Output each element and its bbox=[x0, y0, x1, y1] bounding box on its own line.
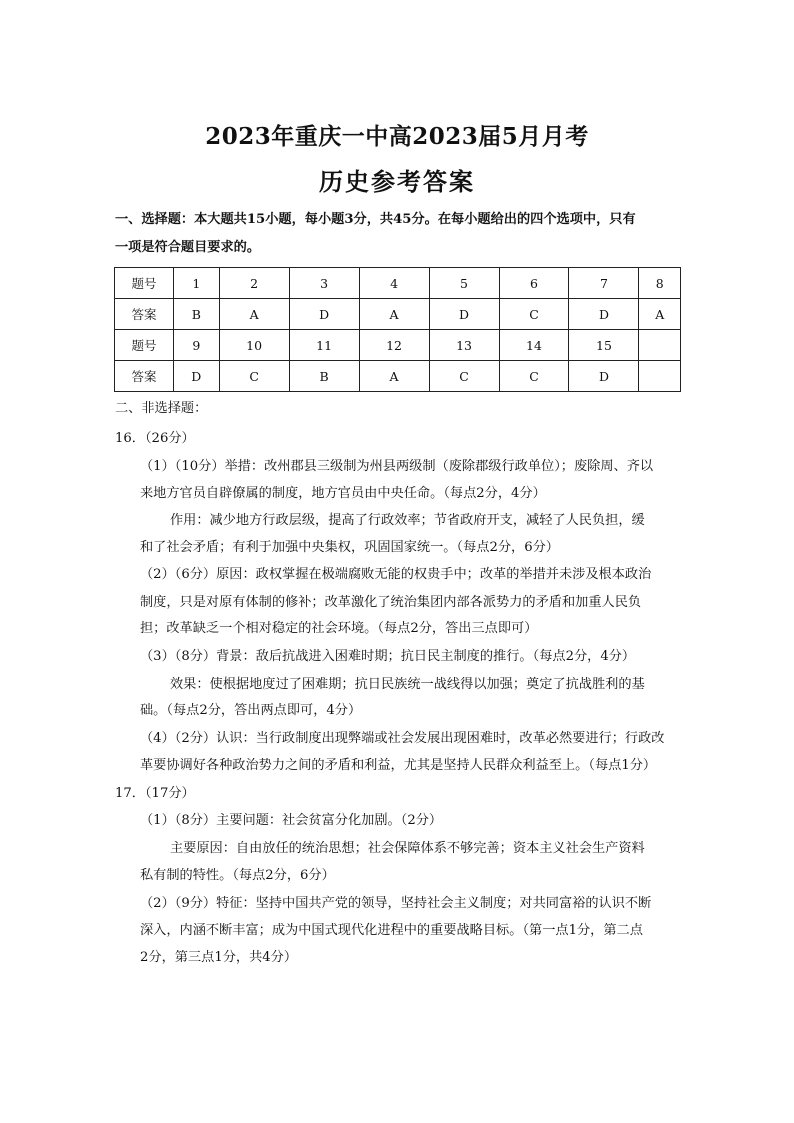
table-cell: C bbox=[499, 361, 569, 392]
q16-line: （1）（10分）举措：改州郡县三级制为州县两级制（废除郡级行政单位）；废除周、齐以 bbox=[140, 459, 654, 474]
q17-line: （1）（8分）主要问题：社会贫富分化加剧。（2分） bbox=[140, 813, 443, 828]
table-cell: 4 bbox=[359, 268, 429, 299]
table-cell: 10 bbox=[219, 330, 289, 361]
table-cell: D bbox=[289, 299, 359, 330]
table-cell bbox=[639, 330, 681, 361]
table-cell: C bbox=[499, 299, 569, 330]
table-cell: 3 bbox=[289, 268, 359, 299]
q17-line: 深入，内涵不断丰富；成为中国式现代化进程中的重要战略目标。（第一点1分，第二点 bbox=[140, 923, 643, 938]
q17-line: （2）（9分）特征：坚持中国共产党的领导，坚持社会主义制度；对共同富裕的认识不断 bbox=[140, 896, 652, 911]
table-row bbox=[115, 361, 681, 392]
table-cell: 7 bbox=[569, 268, 639, 299]
table-cell: B bbox=[174, 299, 220, 330]
table-cell: D bbox=[174, 361, 220, 392]
q16-line: 和了社会矛盾；有利于加强中央集权，巩固国家统一。（每点2分，6分） bbox=[140, 540, 559, 555]
table-cell: A bbox=[359, 299, 429, 330]
table-cell: A bbox=[219, 299, 289, 330]
table-cell: D bbox=[569, 299, 639, 330]
q16-line: 担；改革缺乏一个相对稳定的社会环境。（每点2分，答出三点即可） bbox=[140, 621, 538, 636]
table-row bbox=[115, 330, 681, 361]
table-cell: A bbox=[639, 299, 681, 330]
table-cell: 12 bbox=[359, 330, 429, 361]
section2-heading: 二、非选择题： bbox=[115, 401, 208, 416]
section1-intro-line2: 一项是符合题目要求的。 bbox=[115, 240, 261, 255]
table-cell: 6 bbox=[499, 268, 569, 299]
q16-line: （4）（2分）认识：当行政制度出现弊端或社会发展出现困难时，改革必然要进行；行政改 bbox=[140, 731, 665, 746]
table-cell: C bbox=[429, 361, 499, 392]
q16-heading: 16．（26分） bbox=[115, 431, 195, 446]
table-cell: 题号 bbox=[115, 268, 174, 299]
table-row bbox=[115, 268, 681, 299]
table-cell: D bbox=[569, 361, 639, 392]
table-cell: C bbox=[219, 361, 289, 392]
table-cell: 8 bbox=[639, 268, 681, 299]
table-cell: 1 bbox=[174, 268, 220, 299]
table-cell: B bbox=[289, 361, 359, 392]
table-cell: 15 bbox=[569, 330, 639, 361]
table-cell bbox=[639, 361, 681, 392]
document-subtitle: 历史参考答案 bbox=[319, 167, 475, 196]
q16-line: （3）（8分）背景：敌后抗战进入困难时期；抗日民主制度的推行。（每点2分，4分） bbox=[140, 649, 636, 664]
q16-line: 础。（每点2分，答出两点即可，4分） bbox=[140, 703, 362, 718]
table-cell: 题号 bbox=[115, 330, 174, 361]
q17-line: 2分，第三点1分，共4分） bbox=[140, 950, 298, 965]
document-title: 2023年重庆一中高2023届5月月考 bbox=[205, 123, 589, 150]
q17-line: 私有制的特性。（每点2分，6分） bbox=[140, 868, 335, 883]
q16-line: 制度，只是对原有体制的修补；改革激化了统治集团内部各派势力的矛盾和加重人民负 bbox=[140, 595, 642, 610]
answer-table bbox=[114, 267, 681, 392]
q16-line: 作用：减少地方行政层级，提高了行政效率；节省政府开支，减轻了人民负担，缓 bbox=[170, 513, 645, 528]
table-cell: D bbox=[429, 299, 499, 330]
section1-intro-line1: 一、选择题：本大题共15小题，每小题3分，共45分。在每小题给出的四个选项中，只有 bbox=[115, 212, 636, 227]
table-cell: 14 bbox=[499, 330, 569, 361]
table-cell: A bbox=[359, 361, 429, 392]
q16-line: （2）（6分）原因：政权掌握在极端腐败无能的权贵手中；改革的举措并未涉及根本政治 bbox=[140, 567, 652, 582]
table-cell: 2 bbox=[219, 268, 289, 299]
table-row bbox=[115, 299, 681, 330]
q16-line: 来地方官员自辟僚属的制度，地方官员由中央任命。（每点2分，4分） bbox=[140, 486, 546, 501]
table-cell: 答案 bbox=[115, 299, 174, 330]
table-cell: 9 bbox=[174, 330, 220, 361]
q16-line: 效果：使根据地度过了困难期；抗日民族统一战线得以加强；奠定了抗战胜利的基 bbox=[170, 677, 645, 692]
q17-line: 主要原因：自由放任的统治思想；社会保障体系不够完善；资本主义社会生产资料 bbox=[170, 841, 645, 856]
table-cell: 答案 bbox=[115, 361, 174, 392]
q16-line: 革要协调好各种政治势力之间的矛盾和利益，尤其是坚持人民群众利益至上。（每点1分） bbox=[140, 758, 657, 773]
table-cell: 5 bbox=[429, 268, 499, 299]
table-cell: 13 bbox=[429, 330, 499, 361]
q17-heading: 17．（17分） bbox=[115, 786, 195, 801]
table-cell: 11 bbox=[289, 330, 359, 361]
